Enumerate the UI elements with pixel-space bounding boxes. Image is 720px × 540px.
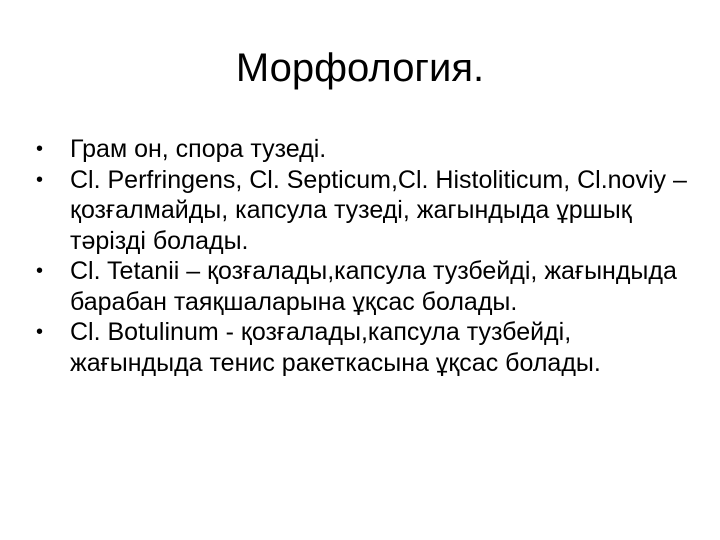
bullet-list	[36, 134, 696, 378]
bullet-item	[36, 134, 696, 165]
bullet-icon: •	[36, 321, 44, 343]
bullet-icon: •	[36, 168, 44, 191]
slide-title: Морфология.	[235, 46, 485, 90]
bullet-text: Cl. Perfringens, Cl. Septicum,Cl. Histoliticum, Cl.noviy – қозғалмайды, капсула тузеді, жагындыда ұршық тəрізді болады.	[70, 165, 687, 255]
bullet-text: Грам он, спора тузеді.	[70, 135, 327, 163]
bullet-item	[36, 256, 696, 317]
bullet-text: Cl. Tetanii – қозғалады,капсула тузбейді, жағындыда барабан таяқшаларына ұқсас болады.	[70, 257, 677, 316]
bullet-text: Cl. Botulinum - қозғалады,капсула тузбейді, жағындыда тенис ракеткасына ұқсас болады.	[70, 318, 601, 377]
bullet-icon: •	[36, 260, 44, 282]
bullet-item	[36, 165, 696, 257]
bullet-item	[36, 317, 696, 378]
bullet-icon: •	[36, 138, 44, 160]
